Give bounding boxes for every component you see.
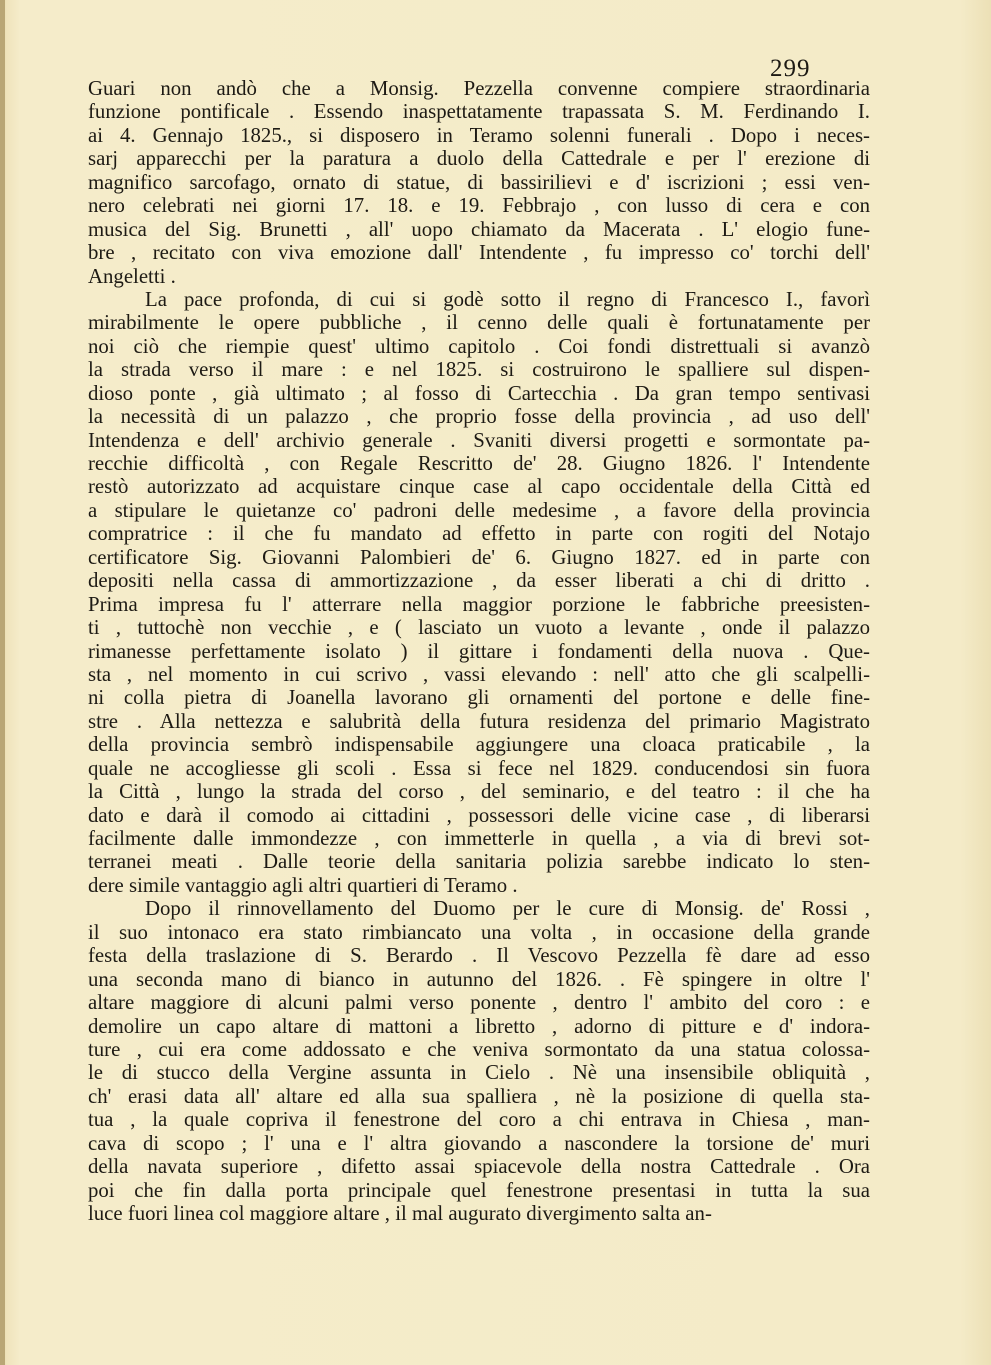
text-line: La pace profonda, di cui si godè sotto il regno di Francesco I., favorì — [145, 287, 870, 311]
text-line: luce fuori linea col maggiore altare , il mal augurato divergimento salta an- — [88, 1202, 712, 1225]
text-line: compratrice : il che fu mandato ad effetto in parte con rogiti del Notajo — [88, 522, 870, 546]
text-line: terranei meati . Dalle teorie della sanitaria polizia sarebbe indicato lo sten- — [88, 850, 870, 874]
text-line: sarj apparecchi per la paratura a duolo della Cattedrale e per l' erezione di — [88, 147, 870, 171]
text-line: poi che fin dalla porta principale quel fenestrone presentasi in tutta la sua — [88, 1178, 870, 1202]
text-line: dato e darà il comodo ai cittadini , possessori delle vicine case , di liberarsi — [88, 803, 870, 827]
text-line: la Città , lungo la strada del corso , del seminario, e del teatro : il che ha — [88, 780, 870, 804]
text-line: Intendenza e dell' archivio generale . Svaniti diversi progetti e sormontate pa- — [88, 428, 870, 452]
body-text — [88, 77, 870, 1225]
text-line: demolire un capo altare di mattoni a libretto , adorno di pitture e d' indora- — [88, 1014, 870, 1038]
text-line: facilmente dalle immondezze , con immetterle in quella , a via di brevi sot- — [88, 827, 870, 850]
text-line: dioso ponte , già ultimato ; al fosso di Cartecchia . Da gran tempo sentivasi — [88, 381, 870, 405]
text-line: una seconda mano di bianco in autunno del 1826. . Fè spingere in oltre l' — [88, 967, 870, 991]
text-line: recchie difficoltà , con Regale Rescritto de' 28. Giugno 1826. l' Intendente — [88, 452, 870, 475]
text-line: dere simile vantaggio agli altri quartieri di Teramo . — [88, 873, 518, 897]
text-line: Dopo il rinnovellamento del Duomo per le cure di Monsig. de' Rossi , — [145, 897, 870, 921]
text-line: Guari non andò che a Monsig. Pezzella convenne compiere straordinaria — [88, 77, 870, 100]
text-line: ti , tuttochè non vecchie , e ( lasciato un vuoto a levante , onde il palazzo — [88, 616, 870, 640]
text-line: certificatore Sig. Giovanni Palombieri de' 6. Giugno 1827. ed in parte con — [88, 545, 870, 569]
text-line: ture , cui era come addossato e che veniva sormontato da una statua colossa- — [88, 1037, 870, 1061]
text-line: noi ciò che riempie quest' ultimo capitolo . Coi fondi distrettuali si avanzò — [88, 334, 870, 358]
text-line: il suo intonaco era stato rimbiancato una volta , in occasione della grande — [88, 920, 870, 944]
page-binding-edge — [0, 0, 5, 1365]
text-line: magnifico sarcofago, ornato di statue, di bassirilievi e d' iscrizioni ; essi ven- — [88, 170, 870, 194]
text-line: quale ne accogliesse gli scoli . Essa si fece nel 1829. conducendosi sin fuora — [88, 756, 870, 780]
text-line: Angeletti . — [88, 264, 176, 288]
text-line: le di stucco della Vergine assunta in Cielo . Nè una insensibile obliquità , — [88, 1061, 870, 1085]
text-line: nero celebrati nei giorni 17. 18. e 19. Febbrajo , con lusso di cera e con — [88, 194, 870, 218]
text-line: ni colla pietra di Joanella lavorano gli ornamenti del portone e delle fine- — [88, 686, 870, 710]
text-line: la necessità di un palazzo , che proprio fosse della provincia , ad uso dell' — [88, 405, 870, 429]
text-line: bre , recitato con viva emozione dall' Intendente , fu impresso co' torchi dell' — [88, 241, 870, 265]
text-line: funzione pontificale . Essendo inaspettatamente trapassata S. M. Ferdinando I. — [88, 100, 870, 124]
text-line: stre . Alla nettezza e salubrità della futura residenza del primario Magistrato — [88, 709, 870, 733]
text-line: ch' erasi data all' altare ed alla sua spalliera , nè la posizione di quella sta- — [88, 1084, 870, 1108]
text-line: sta , nel momento in cui scrivo , vassi elevando : nell' atto che gli scalpelli- — [88, 662, 870, 686]
text-line: a stipulare le quietanze co' padroni delle medesime , a favore della provincia — [88, 498, 870, 522]
text-line: rimanesse perfettamente isolato ) il gittare i fondamenti della nuova . Que- — [88, 639, 870, 663]
text-line: cava di scopo ; l' una e l' altra giovando a nascondere la torsione de' muri — [88, 1131, 870, 1155]
text-line: della provincia sembrò indispensabile aggiungere una cloaca praticabile , la — [88, 733, 870, 757]
paragraph — [88, 288, 870, 897]
paragraph — [88, 77, 870, 288]
text-line: ai 4. Gennajo 1825., si disposero in Teramo solenni funerali . Dopo i neces- — [88, 123, 870, 147]
text-line: restò autorizzato ad acquistare cinque case al capo occidentale della Città ed — [88, 475, 870, 499]
text-line: Prima impresa fu l' atterrare nella maggior porzione le fabbriche preesisten- — [88, 592, 870, 616]
paragraph — [88, 897, 870, 1225]
text-line: mirabilmente le opere pubbliche , il cenno delle quali è fortunatamente per — [88, 311, 870, 335]
text-line: della navata superiore , difetto assai spiacevole della nostra Cattedrale . Ora — [88, 1155, 870, 1179]
text-line: musica del Sig. Brunetti , all' uopo chiamato da Macerata . L' elogio fune- — [88, 217, 870, 241]
text-line: altare maggiore di alcuni palmi verso ponente , dentro l' ambito del coro : e — [88, 991, 870, 1015]
text-line: tua , la quale copriva il fenestrone del coro a chi entrava in Chiesa , man- — [88, 1108, 870, 1132]
text-line: depositi nella cassa di ammortizzazione , da esser liberati a chi di dritto . — [88, 569, 870, 593]
text-line: la strada verso il mare : e nel 1825. si costruirono le spalliere sul dispen- — [88, 358, 870, 382]
page-number: 299 — [770, 55, 811, 82]
text-line: festa della traslazione di S. Berardo . Il Vescovo Pezzella fè dare ad esso — [88, 944, 870, 968]
